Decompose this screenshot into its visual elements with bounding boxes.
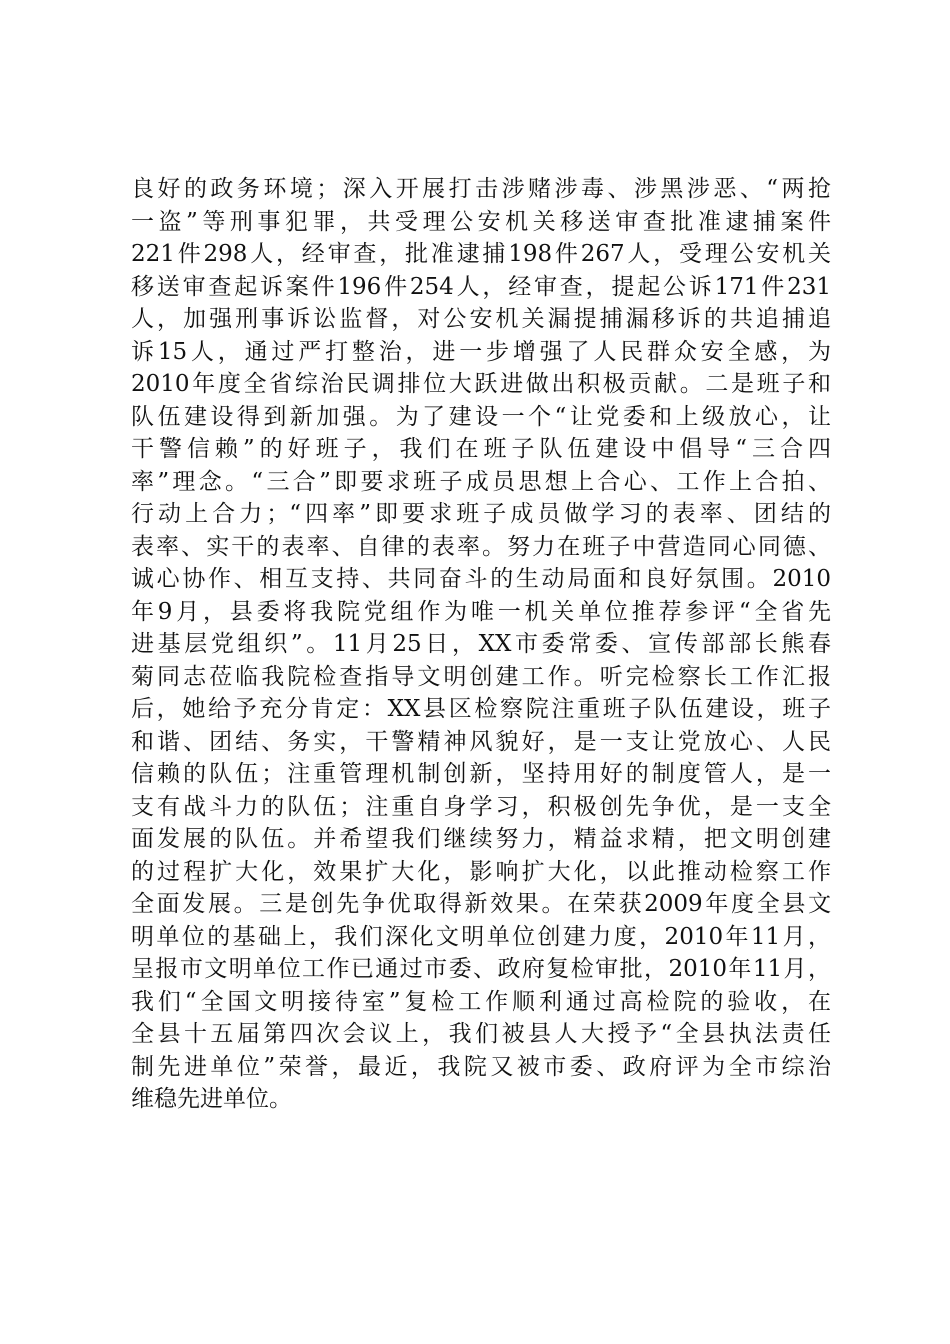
text-line: 全面发展。三是创先争优取得新效果。在荣获2009年度全县文 [131,891,831,917]
text-line: 表率、实干的表率、自律的表率。努力在班子中营造同心同德、 [131,533,831,560]
text-line: 面发展的队伍。并希望我们继续努力，精益求精，把文明创建 [131,826,831,852]
text-line: 支有战斗力的队伍；注重自身学习，积极创先争优，是一支全 [131,793,831,820]
text-line: 的过程扩大化，效果扩大化，影响扩大化，以此推动检察工作 [131,858,831,885]
text-line: 干警信赖”的好班子，我们在班子队伍建设中倡导“三合四 [131,436,831,462]
text-line: 明单位的基础上，我们深化文明单位创建力度，2010年11月， [131,923,831,950]
text-line: 221件298人，经审查，批准逮捕198件267人，受理公安机关 [131,241,831,267]
text-line: 全县十五届第四次会议上，我们被县人大授予“全县执法责任 [131,1021,831,1047]
text-line: 行动上合力；“四率”即要求班子成员做学习的表率、团结的 [131,501,831,527]
text-line: 菊同志莅临我院检查指导文明创建工作。听完检察长工作汇报 [131,663,831,690]
text-line: 进基层党组织”。11月25日，XX市委常委、宣传部部长熊春 [131,631,831,657]
text-line: 诉15人，通过严打整治，进一步增强了人民群众安全感，为 [131,338,831,365]
text-line: 后，她给予充分肯定：XX县区检察院注重班子队伍建设，班子 [131,696,831,722]
text-line-last: 维稳先进单位。 [131,1086,292,1112]
text-line: 呈报市文明单位工作已通过市委、政府复检审批，2010年11月， [131,956,831,982]
text-line: 率”理念。“三合”即要求班子成员思想上合心、工作上合拍、 [131,468,831,495]
text-line: 人，加强刑事诉讼监督，对公安机关漏提捕漏移诉的共追捕追 [131,306,831,332]
text-line: 队伍建设得到新加强。为了建设一个“让党委和上级放心，让 [131,403,831,430]
text-line: 制先进单位”荣誉，最近，我院又被市委、政府评为全市综治 [131,1053,831,1080]
text-line: 2010年度全省综治民调排位大跃进做出积极贡献。二是班子和 [131,371,831,397]
text-line: 移送审查起诉案件196件254人，经审查，提起公诉171件231 [131,273,831,300]
text-line: 一盗”等刑事犯罪，共受理公安机关移送审查批准逮捕案件 [131,208,831,235]
body-text [131,173,831,1116]
text-line: 年9月，县委将我院党组作为唯一机关单位推荐参评“全省先 [131,598,831,625]
text-line: 我们“全国文明接待室”复检工作顺利通过高检院的验收，在 [131,988,831,1015]
text-line: 和谐、团结、务实，干警精神风貌好，是一支让党放心、人民 [131,728,831,755]
text-line: 良好的政务环境；深入开展打击涉赌涉毒、涉黑涉恶、“两抢 [131,176,831,202]
text-line: 信赖的队伍；注重管理机制创新，坚持用好的制度管人，是一 [131,761,831,787]
text-line: 诚心协作、相互支持、共同奋斗的生动局面和良好氛围。2010 [131,566,831,592]
